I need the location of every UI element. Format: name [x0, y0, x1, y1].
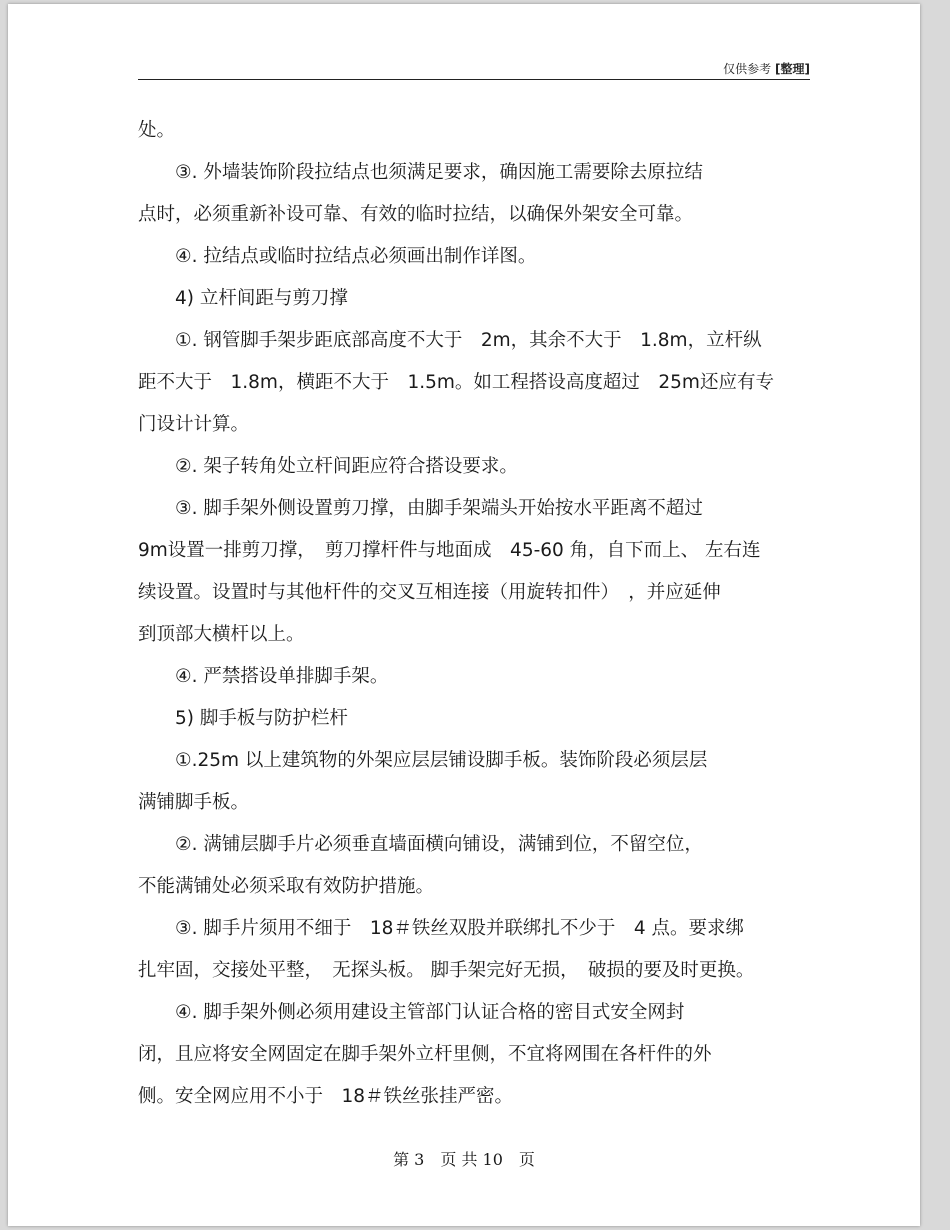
page-header	[723, 60, 810, 77]
text-line: ④. 脚手架外侧必须用建设主管部门认证合格的密目式安全网封	[175, 1002, 685, 1023]
text-line: 续设置。设置时与其他杆件的交叉互相连接（用旋转扣件） ，并应延伸	[138, 582, 721, 603]
text-line: 9m设置一排剪刀撑， 剪刀撑杆件与地面成 45-60 角，自下而上、 左右连	[138, 540, 761, 561]
text-line: 处。	[138, 120, 176, 141]
text-line: ①. 钢管脚手架步距底部高度不大于 2m，其余不大于 1.8m，立杆纵	[175, 330, 762, 351]
text-line: ②. 架子转角处立杆间距应符合搭设要求。	[175, 456, 518, 477]
text-line: 门设计计算。	[138, 414, 250, 435]
header-note: 仅供参考	[723, 62, 772, 76]
text-line: ③. 外墙装饰阶段拉结点也须满足要求，确因施工需要除去原拉结	[175, 162, 703, 183]
text-line: 点时，必须重新补设可靠、有效的临时拉结，以确保外架安全可靠。	[138, 204, 694, 225]
text-line: 扎牢固，交接处平整， 无探头板。 脚手架完好无损， 破损的要及时更换。	[138, 960, 755, 981]
text-line: 距不大于 1.8m，横距不大于 1.5m。如工程搭设高度超过 25m还应有专	[138, 372, 774, 393]
text-line: 到顶部大横杆以上。	[138, 624, 305, 645]
text-line: 不能满铺处必须采取有效防护措施。	[138, 876, 435, 897]
document-page	[8, 4, 920, 1226]
header-rule	[138, 79, 810, 80]
text-line: 满铺脚手板。	[138, 792, 250, 813]
text-line: ④. 拉结点或临时拉结点必须画出制作详图。	[175, 246, 537, 267]
page-footer: 第 3 页 共 10 页	[393, 1150, 535, 1169]
text-line: 5) 脚手板与防护栏杆	[175, 708, 348, 729]
text-line: 闭，且应将安全网固定在脚手架外立杆里侧，不宜将网围在各杆件的外	[138, 1044, 712, 1065]
text-line: ③. 脚手架外侧设置剪刀撑，由脚手架端头开始按水平距离不超过	[175, 498, 703, 519]
text-line: ④. 严禁搭设单排脚手架。	[175, 666, 389, 687]
body-text	[138, 110, 818, 1118]
header-tag: [整理]	[775, 62, 810, 76]
text-line: ②. 满铺层脚手片必须垂直墙面横向铺设，满铺到位，不留空位，	[175, 834, 703, 855]
text-line: ③. 脚手片须用不细于 18＃铁丝双股并联绑扎不少于 4 点。要求绑	[175, 918, 745, 939]
text-line: 侧。安全网应用不小于 18＃铁丝张挂严密。	[138, 1086, 514, 1107]
text-line: ①.25m 以上建筑物的外架应层层铺设脚手板。装饰阶段必须层层	[175, 750, 708, 771]
text-line: 4) 立杆间距与剪刀撑	[175, 288, 348, 309]
